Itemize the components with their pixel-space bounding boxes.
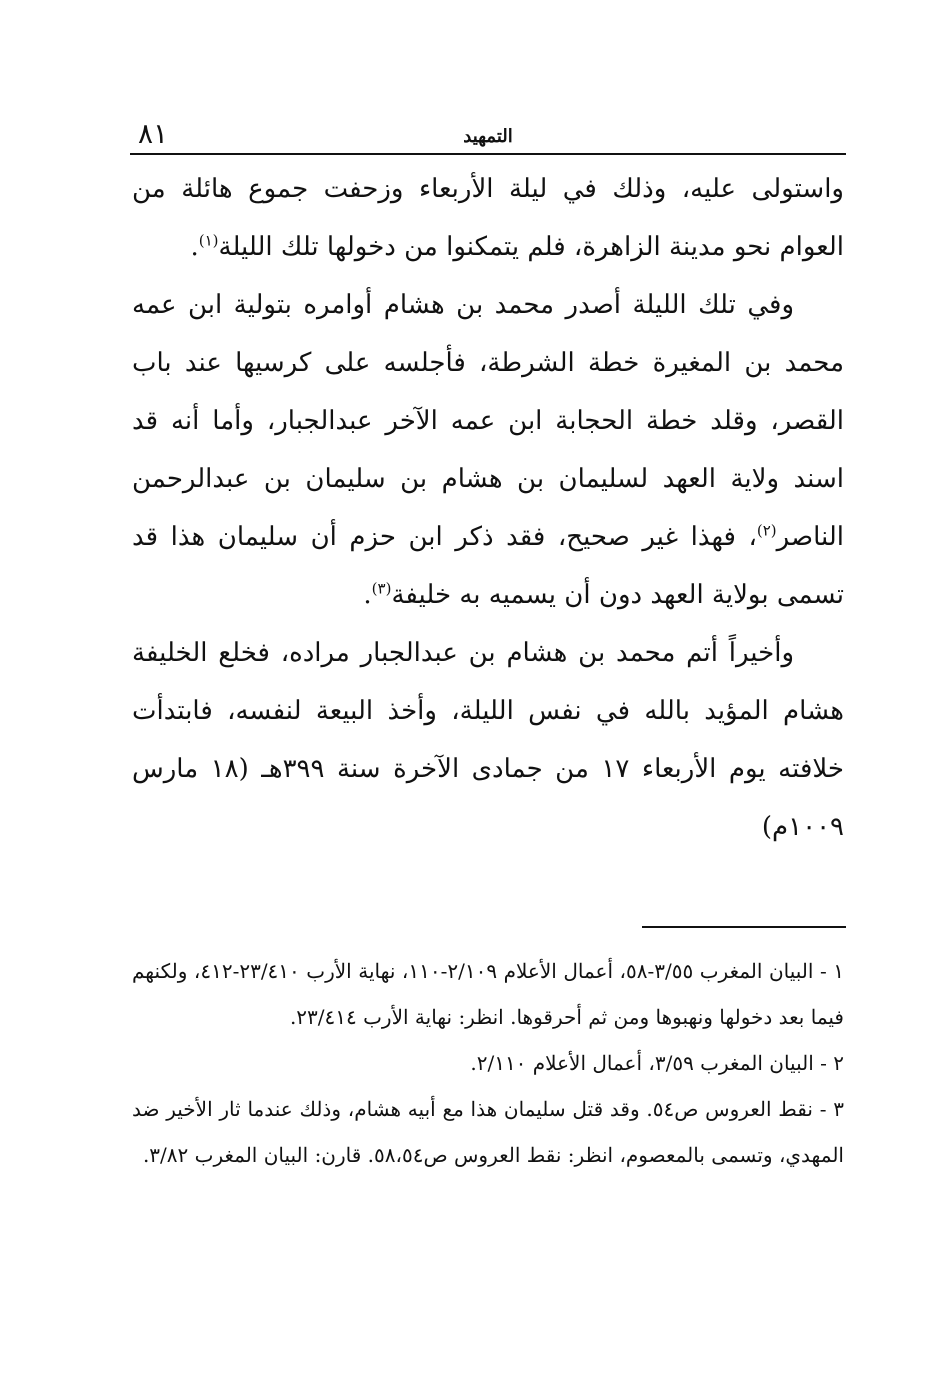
footnote-marker-1: (١) (198, 231, 219, 250)
footnote-2: ٢ - البيان المغرب ٣/٥٩، أعمال الأعلام ٢/١١٠. (470, 1051, 844, 1075)
paragraph-1-period: . (190, 232, 199, 262)
footnote-3: ٣ - نقط العروس ص٥٤. وقد قتل سليمان هذا مع أبيه هشام، وذلك عندما ثار الأخير ضد المهدي، وتسمى بالمعصوم، انظر: نقط العروس ص٥٨،٥٤. قارن: البيان المغرب ٣/٨٢. (132, 1097, 844, 1167)
paragraph-2-text: وفي تلك الليلة أصدر محمد بن هشام أوامره بتولية ابن عمه محمد بن المغيرة خطة الشرطة، فأجلسه على كرسيها عند باب القصر، وقلد خطة الحجابة ابن عمه الآخر عبدالجبار، وأما أنه قد اسند ولاية العهد لسليمان بن هشام بن سليمان بن عبدالرحمن الناصر (132, 290, 844, 552)
footnote-separator (642, 926, 846, 928)
header-rule (130, 153, 846, 155)
page-number: ٨١ (138, 117, 169, 150)
running-title: التمهيد (463, 126, 513, 147)
footnote-marker-2: (٢) (756, 521, 777, 540)
paragraph-3: وأخيراً أتم محمد بن هشام بن عبدالجبار مراده، فخلع الخليفة هشام المؤيد بالله في نفس الليلة، وأخذ البيعة لنفسه، فابتدأت خلافته يوم الأربعاء ١٧ من جمادى الآخرة سنة ٣٩٩هـ (١٨ مارس ١٠٠٩م) (132, 638, 844, 842)
body-text (132, 160, 844, 856)
footnotes (132, 948, 844, 1178)
paragraph-2-period: . (363, 580, 372, 610)
page-header (130, 118, 846, 154)
paragraph-1 (132, 160, 844, 276)
paragraph-2 (132, 276, 844, 624)
footnote-1: ١ - البيان المغرب ٣/٥٥-٥٨، أعمال الأعلام ٢/١٠٩-١١٠، نهاية الأرب ٢٣/٤١٠-٤١٢، ولكنهم فيما بعد دخولها ونهبوها ومن ثم أحرقوها. انظر: نهاية الأرب ٢٣/٤١٤. (132, 959, 844, 1029)
paragraph-1-text: واستولى عليه، وذلك في ليلة الأربعاء وزحفت جموع هائلة من العوام نحو مدينة الزاهرة، فلم يتمكنوا من دخولها تلك الليلة (132, 174, 844, 262)
footnote-marker-3: (٣) (371, 579, 392, 598)
paragraph-2-continuation: ، فهذا غير صحيح، فقد ذكر ابن حزم أن سليمان هذا قد تسمى بولاية العهد دون أن يسميه به خليفة (132, 522, 844, 610)
